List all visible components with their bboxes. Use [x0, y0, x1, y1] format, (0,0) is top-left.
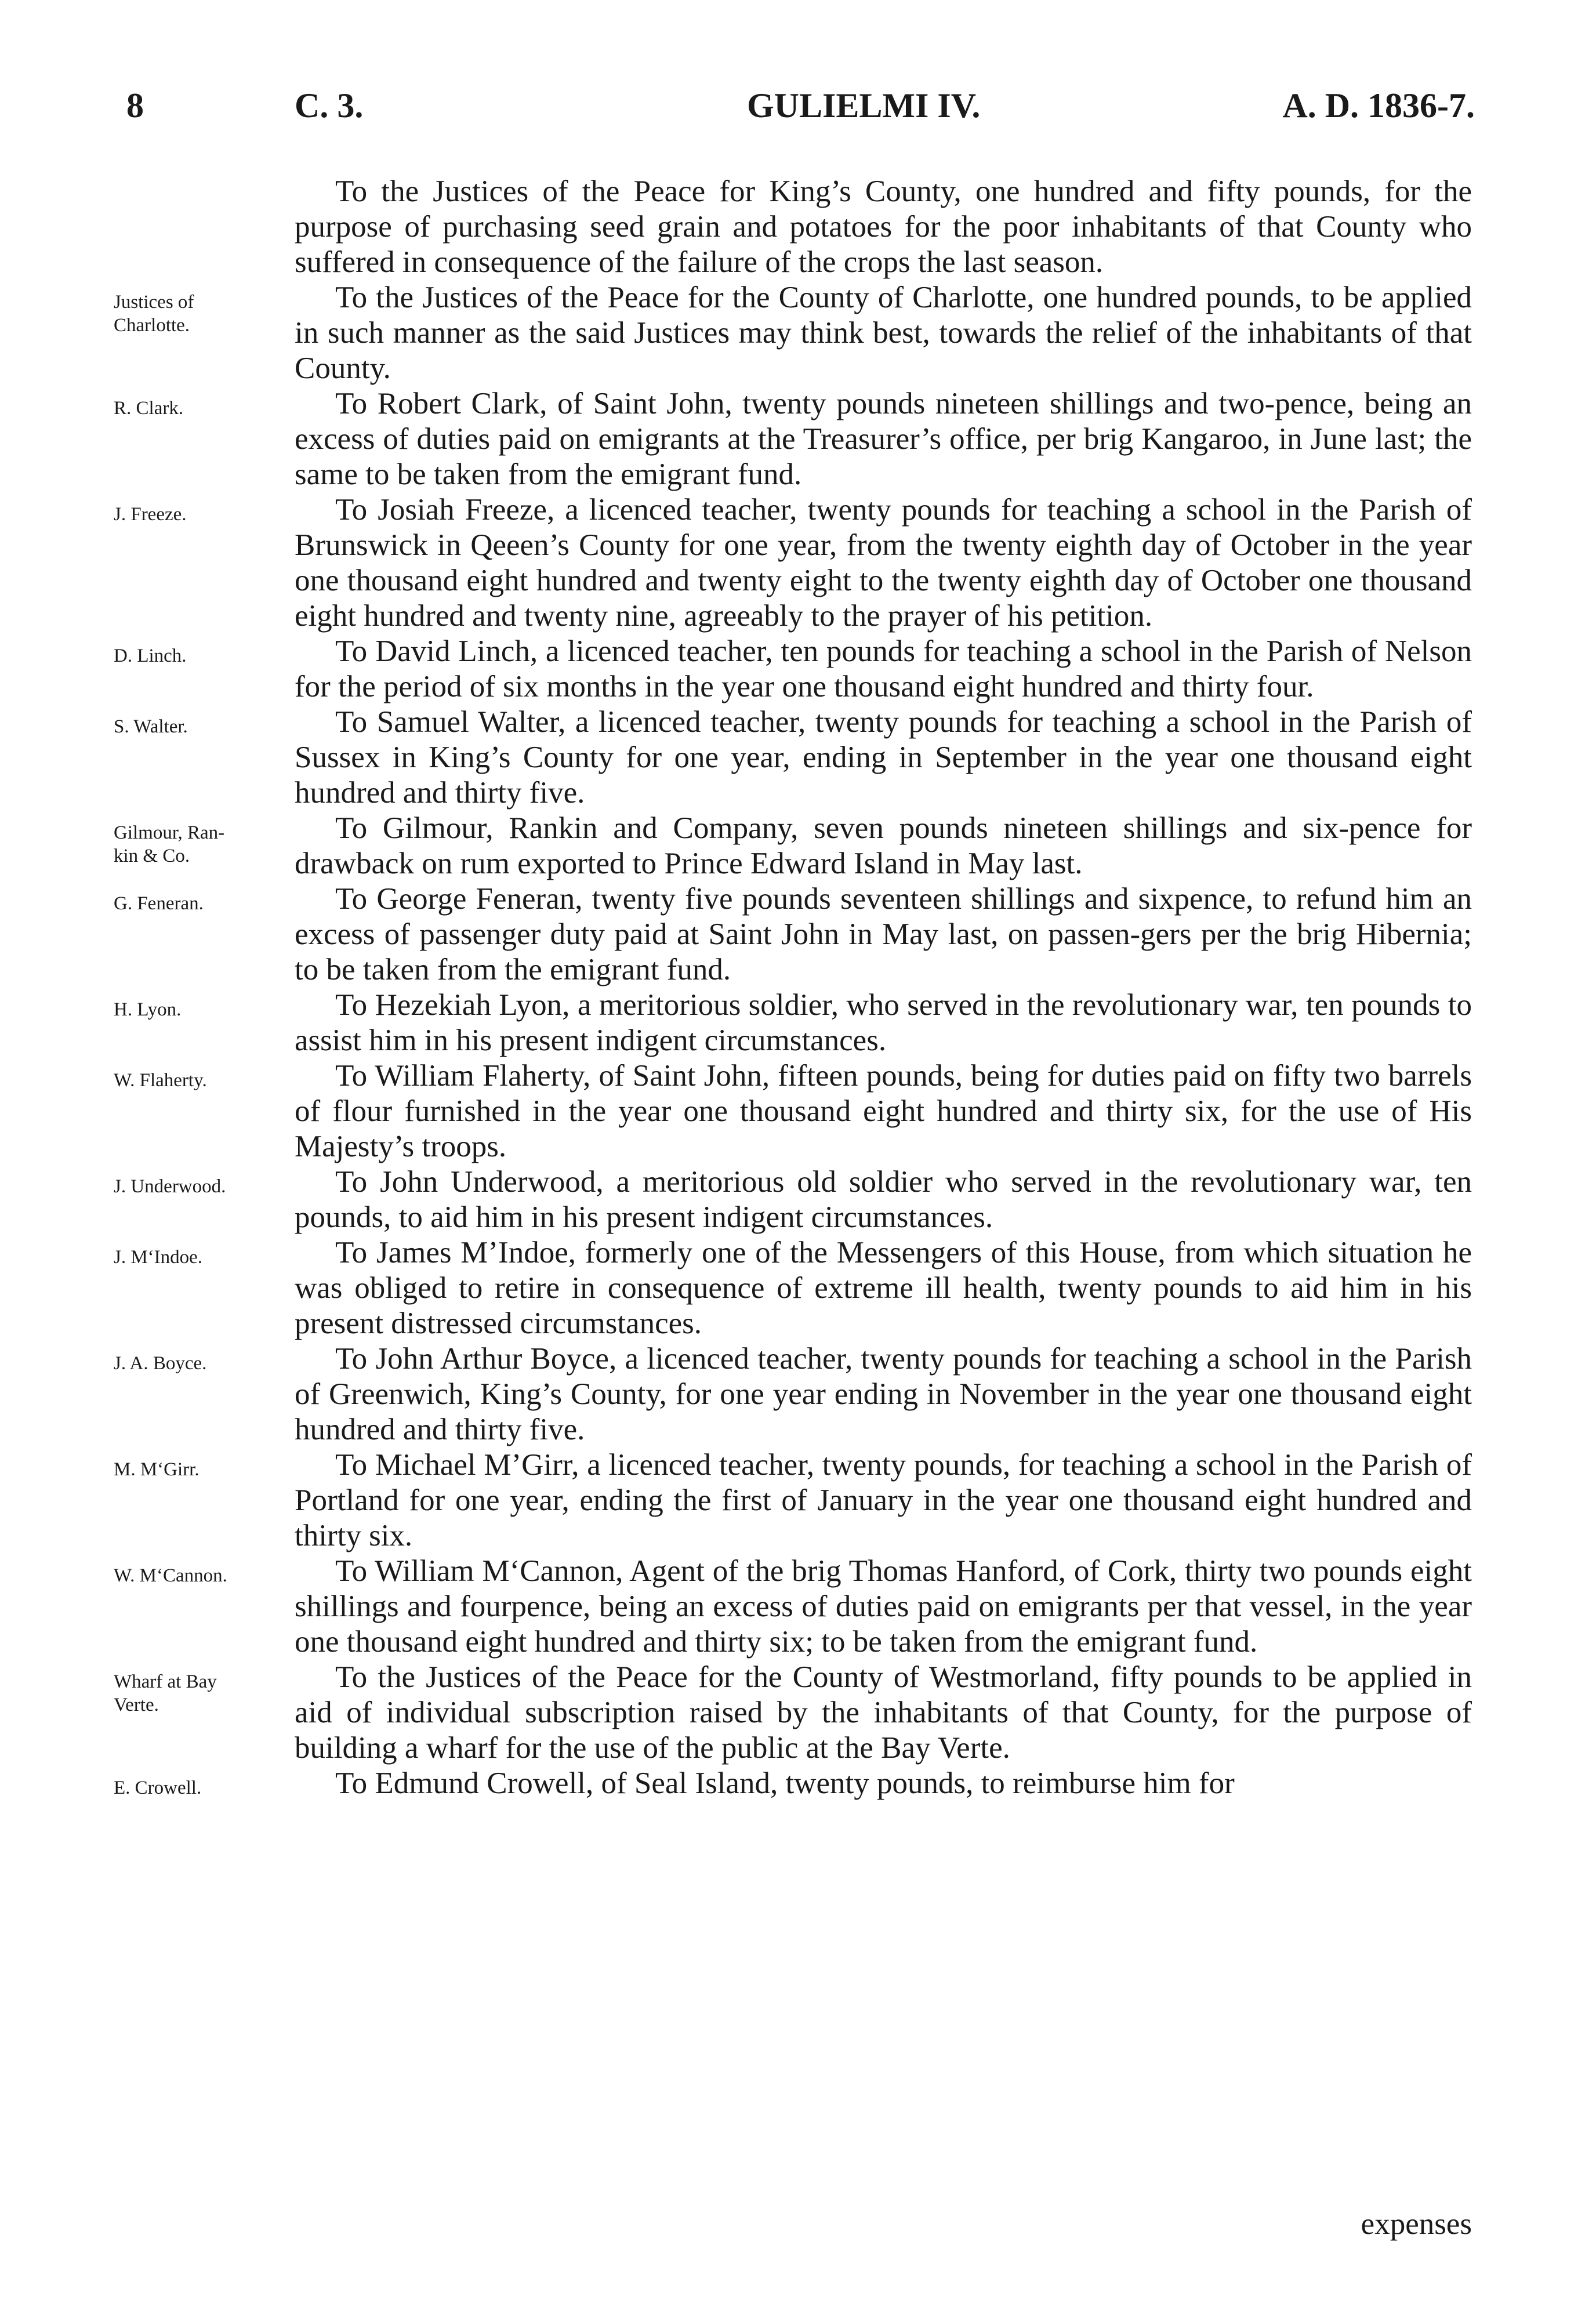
entry-text: To John Arthur Boyce, a licenced teacher, twenty pounds for teaching a school in the Parish of Greenwich, King’s County, for one year ending in November in the year one thousand eight hundred and thirty five.	[295, 1342, 1472, 1446]
running-head	[126, 86, 1475, 138]
grant-entry	[0, 1235, 1596, 1341]
marginal-note: Wharf at Bay Verte.	[114, 1671, 217, 1715]
marginal-note: J. Underwood.	[114, 1176, 226, 1197]
year-label: A. D. 1836-7.	[1282, 86, 1475, 125]
marginal-note: R. Clark.	[114, 398, 184, 419]
grant-entry	[0, 1448, 1596, 1554]
entry-text: To George Feneran, twenty five pounds seventeen shillings and sixpence, to refund him an excess of passenger duty paid at Saint John in May last, on passen-gers per the brig Hibernia; to be taken from the emigrant fund.	[295, 882, 1472, 986]
page-number: 8	[126, 86, 144, 125]
grant-entry	[0, 988, 1596, 1058]
grant-entry	[0, 811, 1596, 881]
marginal-note: D. Linch.	[114, 645, 187, 666]
entry-text: To Michael M’Girr, a licenced teacher, twenty pounds, for teaching a school in the Parish of Portland for one year, ending the first of January in the year one thousand eight hundred and thirty six.	[295, 1448, 1472, 1552]
entry-text: To William M‘Cannon, Agent of the brig Thomas Hanford, of Cork, thirty two pounds eight shillings and fourpence, being an excess of duties paid on emigrants per that vessel, in the year one thousand eight hundred and thirty six; to be taken from the emigrant fund.	[295, 1554, 1472, 1659]
grant-entry	[0, 1554, 1596, 1660]
grant-entry	[0, 705, 1596, 811]
marginal-note: H. Lyon.	[114, 999, 182, 1020]
entry-text: To James M’Indoe, formerly one of the Messengers of this House, from which situation he was obliged to retire in consequence of extreme ill health, twenty pounds to aid him in his present distressed circumstances.	[295, 1236, 1472, 1340]
entry-text: To Hezekiah Lyon, a meritorious soldier, who served in the revolutionary war, ten pounds to assist him in his present indigent circumstances.	[295, 988, 1472, 1057]
grant-entry	[0, 881, 1596, 988]
entry-text: To David Linch, a licenced teacher, ten pounds for teaching a school in the Parish of Nelson for the period of six months in the year one thousand eight hundred and thirty four.	[295, 634, 1472, 703]
grant-entries	[0, 174, 1596, 1801]
grant-entry	[0, 386, 1596, 492]
entry-text: To William Flaherty, of Saint John, fifteen pounds, being for duties paid on fifty two barrels of flour furnished in the year one thousand eight hundred and thirty six, for the use of His Majesty’s troops.	[295, 1059, 1472, 1163]
entry-text: To Samuel Walter, a licenced teacher, twenty pounds for teaching a school in the Parish of Sussex in King’s County for one year, ending in September in the year one thousand eight hundred and thirty five.	[295, 705, 1472, 810]
grant-entry	[0, 1058, 1596, 1164]
grant-entry	[0, 1164, 1596, 1235]
marginal-note: S. Walter.	[114, 716, 188, 737]
entry-text: To the Justices of the Peace for King’s County, one hundred and fifty pounds, for the purpose of purchasing seed grain and potatoes for the poor inhabitants of that County who suffered in consequence of the failure of the crops the last season.	[295, 175, 1472, 279]
marginal-note: W. Flaherty.	[114, 1070, 207, 1091]
grant-entry	[0, 174, 1596, 280]
grant-entry	[0, 1341, 1596, 1448]
marginal-note: W. M‘Cannon.	[114, 1565, 227, 1586]
marginal-note: Justices of Charlotte.	[114, 292, 194, 336]
chapter-number: C. 3.	[295, 86, 364, 125]
marginal-note: E. Crowell.	[114, 1777, 202, 1798]
marginal-note: J. A. Boyce.	[114, 1353, 207, 1374]
entry-text: To Edmund Crowell, of Seal Island, twenty pounds, to reimburse him for	[335, 1766, 1235, 1800]
marginal-note: G. Feneran.	[114, 893, 204, 914]
grant-entry	[0, 492, 1596, 634]
entry-text: To the Justices of the Peace for the County of Charlotte, one hundred pounds, to be applied in such manner as the said Justices may think best, towards the relief of the inhabitants of that County.	[295, 281, 1472, 385]
marginal-note: J. M‘Indoe.	[114, 1247, 203, 1268]
entry-text: To the Justices of the Peace for the County of Westmorland, fifty pounds to be applied in aid of individual subscription raised by the inhabitants of that County, for the purpose of building a wharf for the use of the public at the Bay Verte.	[295, 1660, 1472, 1765]
grant-entry	[0, 634, 1596, 705]
grant-entry	[0, 1660, 1596, 1766]
marginal-note: J. Freeze.	[114, 504, 187, 525]
marginal-note: M. M‘Girr.	[114, 1459, 200, 1480]
marginal-note: Gilmour, Ran- kin & Co.	[114, 822, 225, 866]
entry-text: To Gilmour, Rankin and Company, seven pounds nineteen shillings and six-pence for drawback on rum exported to Prince Edward Island in May last.	[295, 811, 1472, 880]
entry-text: To John Underwood, a meritorious old soldier who served in the revolutionary war, ten pounds, to aid him in his present indigent circumstances.	[295, 1165, 1472, 1234]
grant-entry	[0, 280, 1596, 386]
grant-entry	[0, 1766, 1596, 1801]
catchword: expenses	[1361, 2207, 1472, 2241]
reign-title: GULIELMI IV.	[747, 86, 981, 125]
entry-text: To Josiah Freeze, a licenced teacher, twenty pounds for teaching a school in the Parish of Brunswick in Qeeen’s County for one year, from the twenty eighth day of October in the year one thousand eight hundred and twenty eight to the twenty eighth day of October one thousand eight hundred and twenty nine, agreeably to the prayer of his petition.	[295, 493, 1472, 633]
entry-text: To Robert Clark, of Saint John, twenty pounds nineteen shillings and two-pence, being an excess of duties paid on emigrants at the Treasurer’s office, per brig Kangaroo, in June last; the same to be taken from the emigrant fund.	[295, 387, 1472, 491]
